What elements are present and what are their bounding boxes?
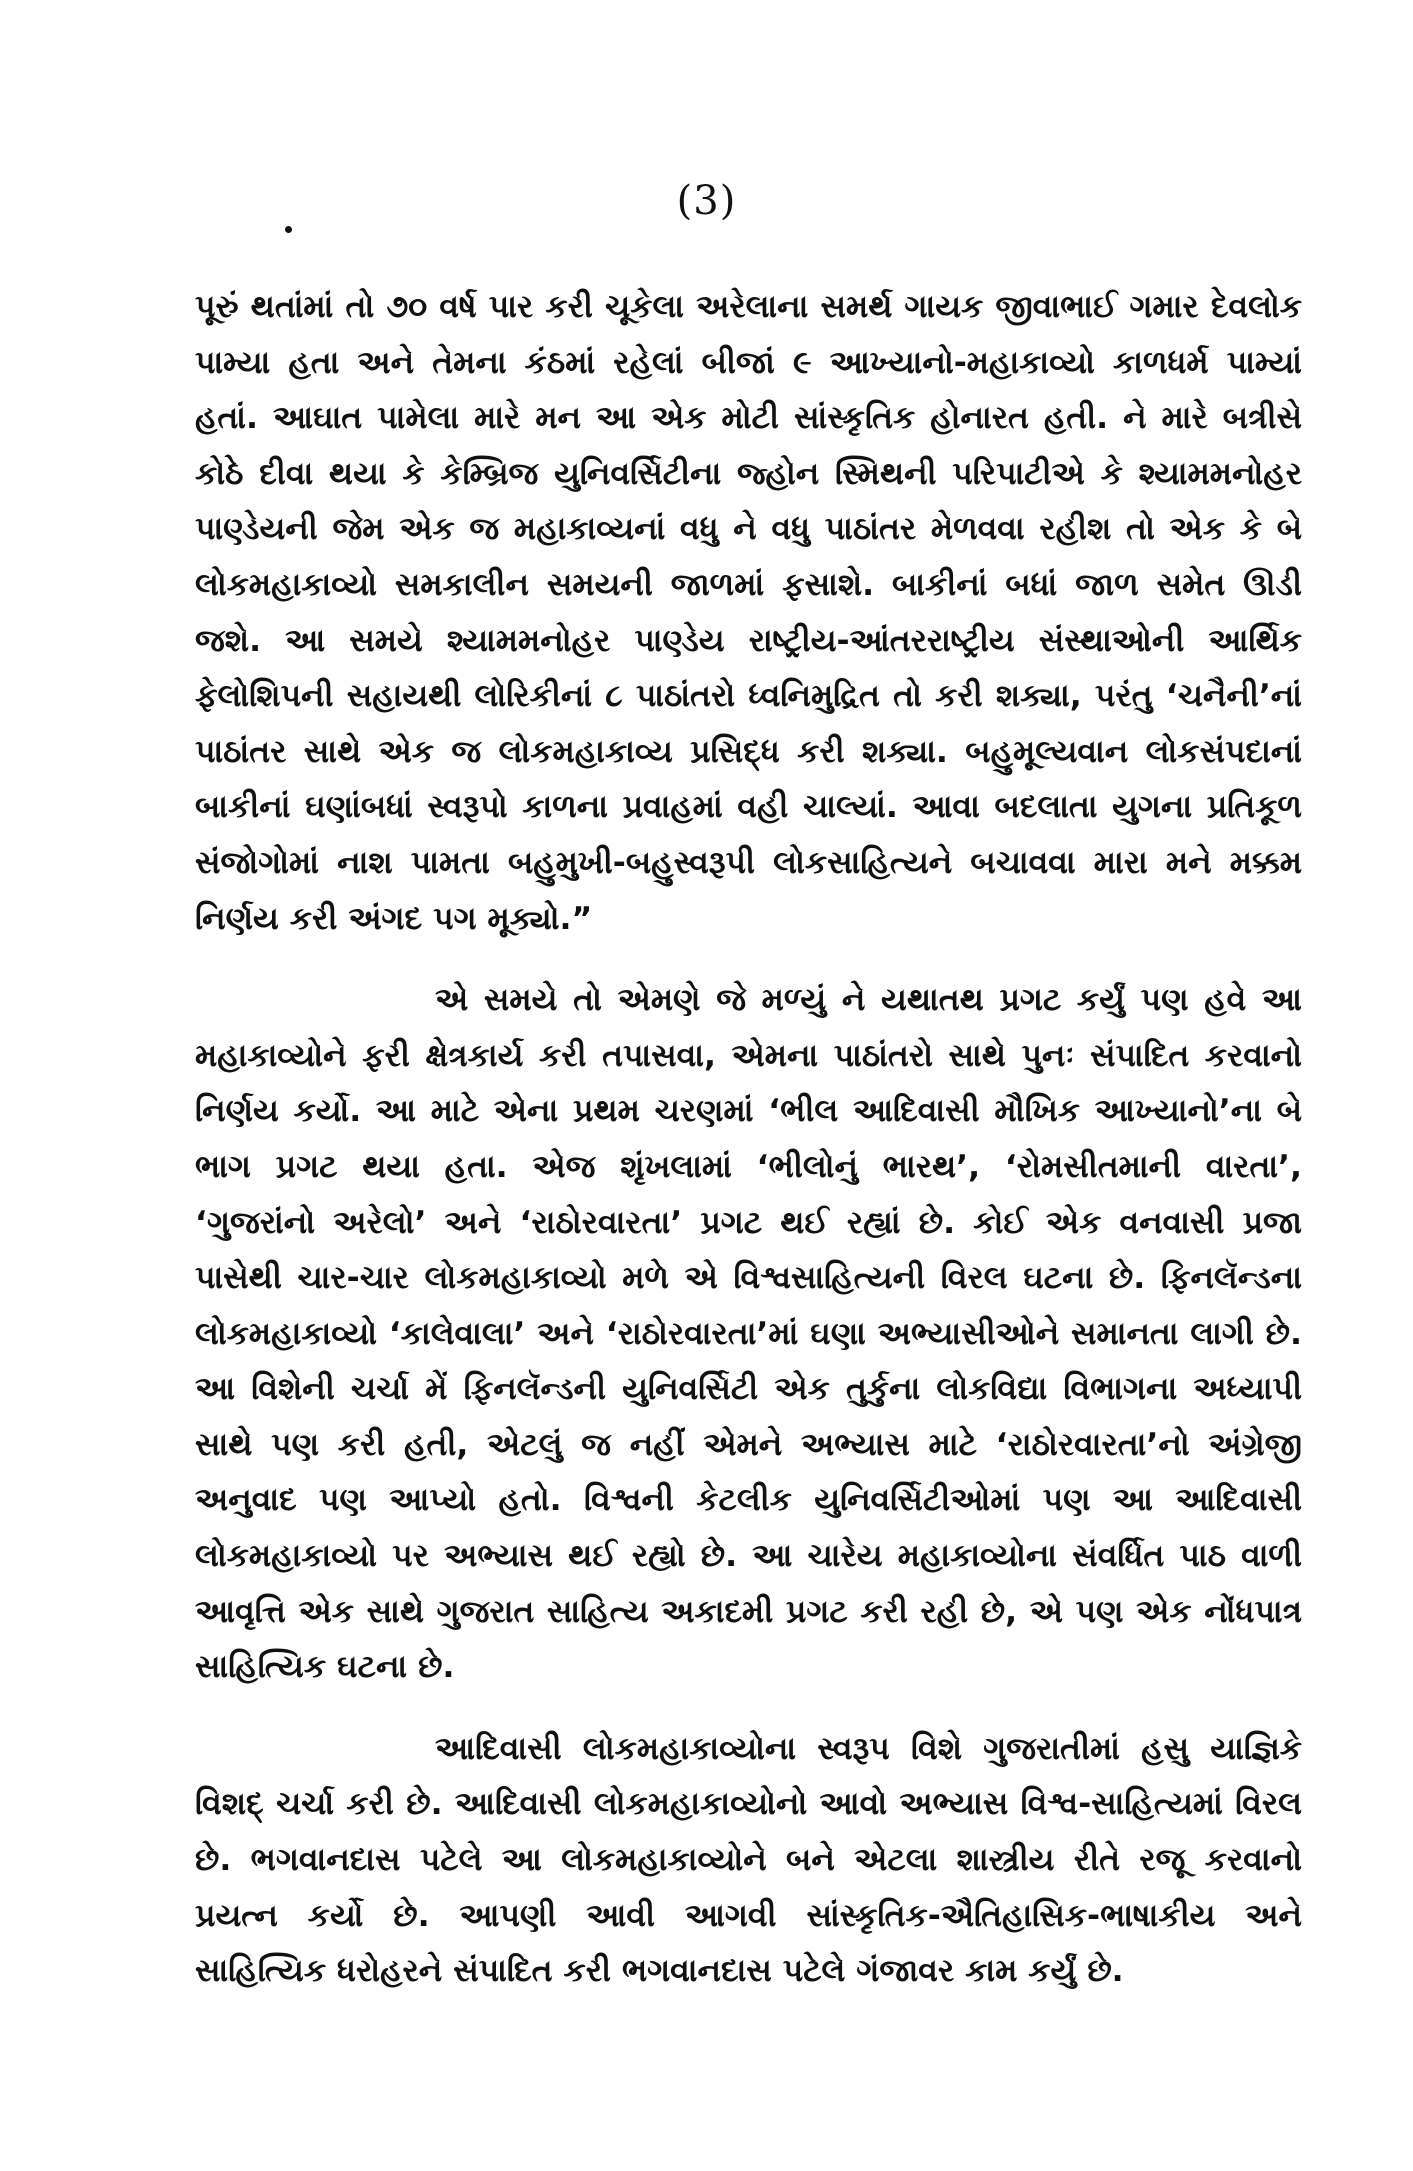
- paragraph-1: પૂરું થતાંમાં તો ૭૦ વર્ષ પાર કરી ચૂકેલા અરેલાના સમર્થ ગાયક જીવાભાઈ ગમાર દેવલોક પામ્યા હતા અને તેમના કંઠમાં રહેલાં બીજાં ૯ આખ્યાનો-મહાકાવ્યો કાળધર્મ પામ્યાં હતાં. આઘાત પામેલા મારે મન આ એક મોટી સાંસ્કૃતિક હોનારત હતી. ને મારે બત્રીસે કોઠે દીવા થયા કે કેમ્બ્રિજ યુનિવર્સિટીના જ્હોન સ્મિથની પરિપાટીએ કે શ્યામમનોહર પાણ્ડેયની જેમ એક જ મહાકાવ્યનાં વધુ ને વધુ પાઠાંતર મેળવવા રહીશ તો એક કે બે લોકમહાકાવ્યો સમકાલીન સમયની જાળમાં ફસાશે. બાકીનાં બધાં જાળ સમેત ઊડી જશે. આ સમયે શ્યામમનોહર પાણ્ડેય રાષ્ટ્રીય-આંતરરાષ્ટ્રીય સંસ્થાઓની આર્થિક ફેલોશિપની સહાયથી લોરિકીનાં ૮ પાઠાંતરો ધ્વનિમુદ્રિત તો કરી શક્યા, પરંતુ ‘ચનૈની’નાં પાઠાંતર સાથે એક જ લોકમહાકાવ્ય પ્રસિદ્ધ કરી શક્યા. બહુમૂલ્યવાન લોકસંપદાનાં બાકીનાં ઘણાંબધાં સ્વરૂપો કાળના પ્રવાહમાં વહી ચાલ્યાં. આવા બદલાતા યુગના પ્રતિકૂળ સંજોગોમાં નાશ પામતા બહુમુખી-બહુસ્વરૂપી લોકસાહિત્યને બચાવવા મારા મને મક્કમ નિર્ણય કરી અંગદ પગ મૂક્યો.”: [195, 289, 1302, 937]
- page-number: (3): [676, 178, 737, 224]
- paragraph-3: આદિવાસી લોકમહાકાવ્યોના સ્વરૂપ વિશે ગુજરાતીમાં હસુ યાજ્ઞિકે વિશદ્ ચર્ચા કરી છે. આદિવાસી લોકમહાકાવ્યોનો આવો અભ્યાસ વિશ્વ-સાહિત્યમાં વિરલ છે. ભગવાનદાસ પટેલે આ લોકમહાકાવ્યોને બને એટલા શાસ્ત્રીય રીતે રજૂ કરવાનો પ્રયત્ન કર્યો છે. આપણી આવી આગવી સાંસ્કૃતિક-ઐતિહાસિક-ભાષાકીય અને સાહિત્યિક ધરોહરને સંપાદિત કરી ભગવાનદાસ પટેલે ગંજાવર કામ કર્યું છે.: [195, 1730, 1302, 1990]
- paragraph-2: એ સમયે તો એમણે જે મળ્યું ને યથાતથ પ્રગટ કર્યું પણ હવે આ મહાકાવ્યોને ફરી ક્ષેત્રકાર્ય કરી તપાસવા, એમના પાઠાંતરો સાથે પુનઃ સંપાદિત કરવાનો નિર્ણય કર્યો. આ માટે એના પ્રથમ ચરણમાં ‘ભીલ આદિવાસી મૌખિક આખ્યાનો’ના બે ભાગ પ્રગટ થયા હતા. એજ શૃંખલામાં ‘ભીલોનું ભારથ’, ‘રોમસીતમાની વારતા’, ‘ગુજરાંનો અરેલો’ અને ‘રાઠોરવારતા’ પ્રગટ થઈ રહ્યાં છે. કોઈ એક વનવાસી પ્રજા પાસેથી ચાર-ચાર લોકમહાકાવ્યો મળે એ વિશ્વસાહિત્યની વિરલ ઘટના છે. ફિનલૅન્ડના લોકમહાકાવ્યો ‘કાલેવાલા’ અને ‘રાઠોરવારતા’માં ઘણા અભ્યાસીઓને સમાનતા લાગી છે. આ વિશેની ચર્ચા મેં ફિનલૅન્ડની યુનિવર્સિટી એક તુર્કુના લોકવિદ્યા વિભાગના અધ્યાપી સાથે પણ કરી હતી, એટલું જ નહીં એમને અભ્યાસ માટે ‘રાઠોરવારતા’નો અંગ્રેજી અનુવાદ પણ આપ્યો હતો. વિશ્વની કેટલીક યુનિવર્સિટીઓમાં પણ આ આદિવાસી લોકમહાકાવ્યો પર અભ્યાસ થઈ રહ્યો છે. આ ચારેય મહાકાવ્યોના સંવર્ધિત પાઠ વાળી આવૃત્તિ એક સાથે ગુજરાત સાહિત્ય અકાદમી પ્રગટ કરી રહી છે, એ પણ એક નોંધપાત્ર સાહિત્યિક ઘટના છે.: [195, 982, 1302, 1686]
- stray-dot-mark: [285, 226, 292, 233]
- body-text: [195, 280, 1302, 2000]
